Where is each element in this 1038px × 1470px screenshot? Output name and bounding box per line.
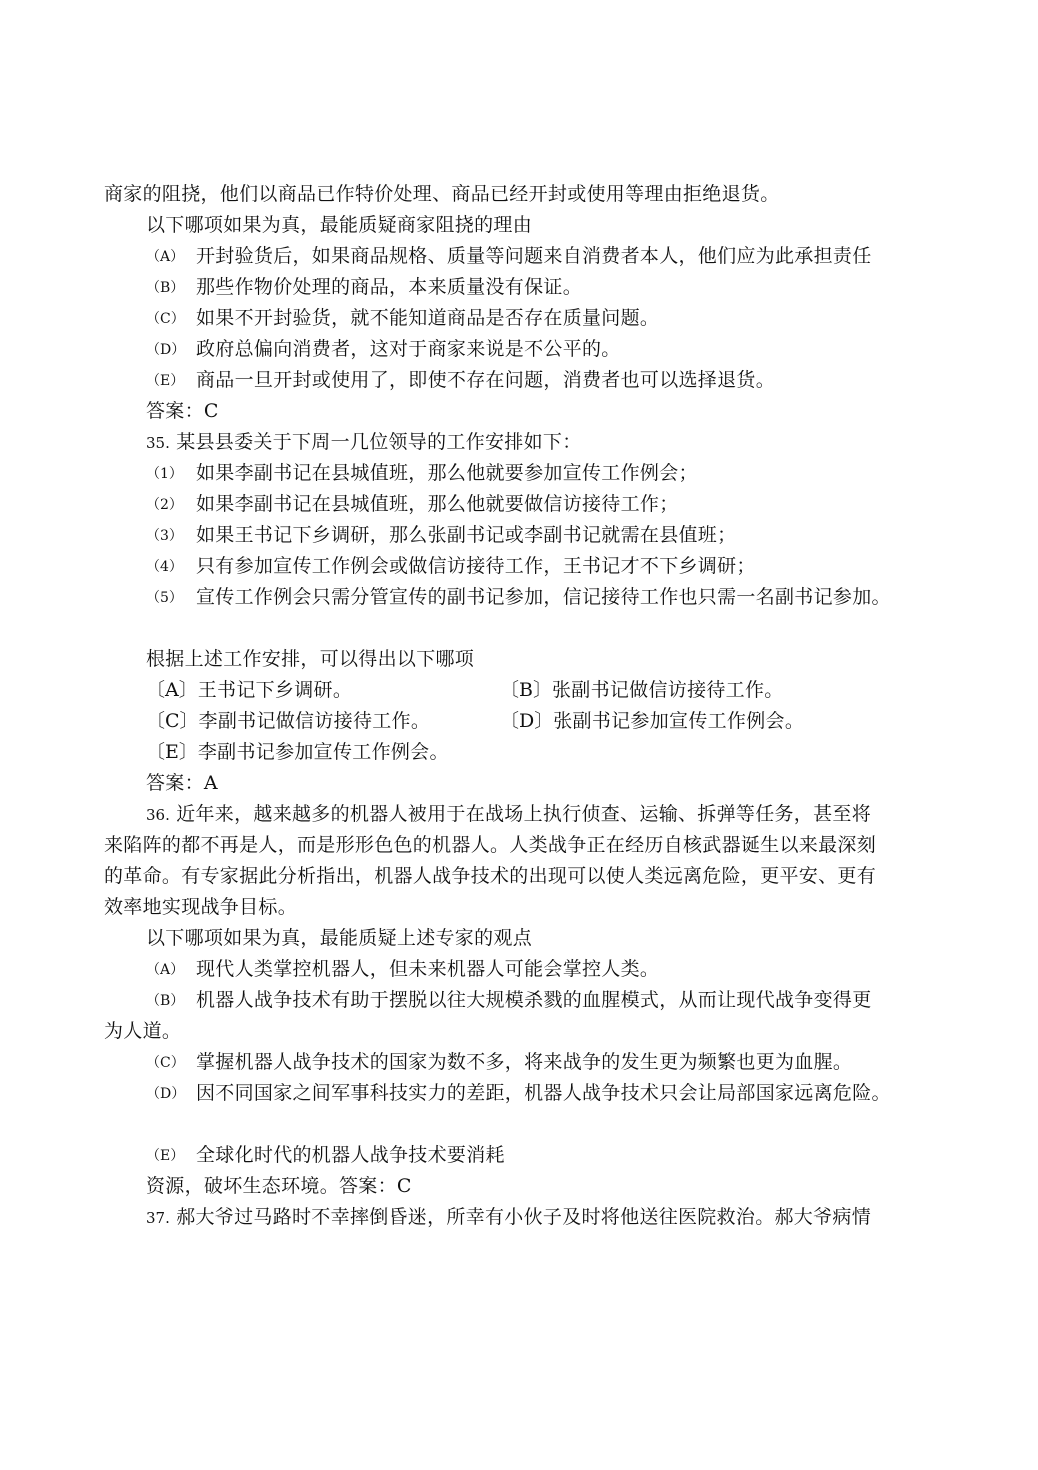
- condition-text: 如果李副书记在县城值班，那么他就要做信访接待工作；: [196, 493, 679, 515]
- condition-label: （5）: [146, 590, 183, 606]
- document-body: [104, 179, 954, 1233]
- option-text: 全球化时代的机器人战争技术要消耗: [196, 1144, 505, 1166]
- option-text: 王书记下乡调研。: [197, 679, 353, 701]
- condition-text: 如果李副书记在县城值班，那么他就要参加宣传工作例会；: [196, 462, 698, 484]
- q34-stem-continuation: 商家的阻挠，他们以商品已作特价处理、商品已经开封或使用等理由拒绝退货。: [104, 183, 780, 205]
- question-stem: 某县县委关于下周一几位领导的工作安排如下：: [176, 431, 582, 453]
- q34-option-d: [104, 334, 954, 365]
- question-number: 35.: [146, 434, 170, 452]
- option-label: 〔C〕: [146, 710, 199, 732]
- q34-option-e: [104, 365, 954, 396]
- option-label: （A）: [146, 962, 185, 978]
- q37-stem: [104, 1202, 954, 1233]
- option-text: 掌握机器人战争技术的国家为数不多，将来战争的发生更为频繁也更为血腥。: [196, 1051, 853, 1073]
- q36-question: 以下哪项如果为真，最能质疑上述专家的观点: [146, 927, 533, 949]
- q36-option-a: [104, 954, 954, 985]
- q36-option-c: [104, 1047, 954, 1078]
- option-text: 李副书记做信访接待工作。: [198, 710, 431, 732]
- q36-option-b: [104, 985, 954, 1016]
- option-text: 张副书记参加宣传工作例会。: [553, 710, 805, 732]
- condition-text: 宣传工作例会只需分管宣传的副书记参加，信记接待工作也只需一名副书记参加。: [196, 586, 891, 608]
- option-text: 因不同国家之间军事科技实力的差距，机器人战争技术只会让局部国家远离危险。: [196, 1082, 891, 1104]
- q34-option-c: [104, 303, 954, 334]
- option-label: （B）: [146, 993, 185, 1009]
- question-stem: 近年来，越来越多的机器人被用于在战场上执行侦查、运输、拆弹等任务，甚至将: [176, 803, 872, 825]
- q35-condition-2: [104, 489, 954, 520]
- q35-answer: 答案：A: [146, 772, 218, 794]
- q35-options-row-2: [104, 706, 954, 737]
- option-text: 那些作物价处理的商品，本来质量没有保证。: [196, 276, 583, 298]
- condition-label: （4）: [146, 559, 183, 575]
- option-label: （C）: [146, 311, 185, 327]
- option-label: 〔D〕: [500, 710, 554, 732]
- q36-option-b-continuation: 为人道。: [104, 1020, 182, 1042]
- option-label: （B）: [146, 280, 185, 296]
- condition-text: 只有参加宣传工作例会或做信访接待工作，王书记才不下乡调研；: [196, 555, 756, 577]
- option-text: 政府总偏向消费者，这对于商家来说是不公平的。: [196, 338, 621, 360]
- q36-stem-line-3: 的革命。有专家据此分析指出，机器人战争技术的出现可以使人类远离危险，更平安、更有: [104, 865, 877, 887]
- q34-answer: 答案：C: [146, 400, 219, 422]
- q35-option-e: [104, 737, 954, 768]
- question-number: 36.: [146, 806, 170, 824]
- question-stem: 郝大爷过马路时不幸摔倒昏迷，所幸有小伙子及时将他送往医院救治。郝大爷病情: [176, 1206, 872, 1228]
- q36-stem-line-4: 效率地实现战争目标。: [104, 896, 298, 918]
- q35-option-d: [500, 706, 804, 737]
- condition-label: （1）: [146, 466, 183, 482]
- option-label: 〔B〕: [500, 679, 552, 701]
- q36-option-e-continuation-and-answer: 资源，破坏生态环境。答案：C: [146, 1175, 412, 1197]
- option-label: （D）: [146, 1086, 186, 1102]
- q34-option-a: [104, 241, 954, 272]
- blank-line: [104, 1109, 954, 1140]
- option-label: 〔A〕: [146, 679, 198, 701]
- q35-options-row-1: [104, 675, 954, 706]
- option-text: 机器人战争技术有助于摆脱以往大规模杀戮的血腥模式，从而让现代战争变得更: [196, 989, 872, 1011]
- blank-line: [104, 613, 954, 644]
- q35-condition-3: [104, 520, 954, 551]
- q36-stem-line-2: 来陷阵的都不再是人，而是形形色色的机器人。人类战争正在经历自核武器诞生以来最深刻: [104, 834, 877, 856]
- q36-option-e: [104, 1140, 954, 1171]
- q35-condition-5: [104, 582, 954, 613]
- q34-question: 以下哪项如果为真，最能质疑商家阻挠的理由: [146, 214, 533, 236]
- condition-text: 如果王书记下乡调研，那么张副书记或李副书记就需在县值班；: [196, 524, 737, 546]
- q35-question: 根据上述工作安排，可以得出以下哪项: [146, 648, 475, 670]
- option-text: 如果不开封验货，就不能知道商品是否存在质量问题。: [196, 307, 660, 329]
- q36-stem-line-1: [104, 799, 954, 830]
- option-text: 李副书记参加宣传工作例会。: [197, 741, 449, 763]
- condition-label: （3）: [146, 528, 183, 544]
- q36-option-d: [104, 1078, 954, 1109]
- q35-condition-4: [104, 551, 954, 582]
- q35-option-a: [146, 675, 500, 706]
- option-label: 〔E〕: [146, 741, 198, 763]
- option-text: 开封验货后，如果商品规格、质量等问题来自消费者本人，他们应为此承担责任: [196, 245, 872, 267]
- option-text: 现代人类掌控机器人，但未来机器人可能会掌控人类。: [196, 958, 660, 980]
- q35-option-c: [146, 706, 500, 737]
- option-label: （E）: [146, 373, 185, 389]
- option-text: 商品一旦开封或使用了，即使不存在问题，消费者也可以选择退货。: [196, 369, 776, 391]
- q34-option-b: [104, 272, 954, 303]
- q35-stem: [104, 427, 954, 458]
- option-label: （D）: [146, 342, 186, 358]
- q35-condition-1: [104, 458, 954, 489]
- option-label: （C）: [146, 1055, 185, 1071]
- condition-label: （2）: [146, 497, 183, 513]
- option-label: （E）: [146, 1148, 185, 1164]
- question-number: 37.: [146, 1209, 170, 1227]
- option-text: 张副书记做信访接待工作。: [551, 679, 784, 701]
- q35-option-b: [500, 675, 784, 706]
- option-label: （A）: [146, 249, 185, 265]
